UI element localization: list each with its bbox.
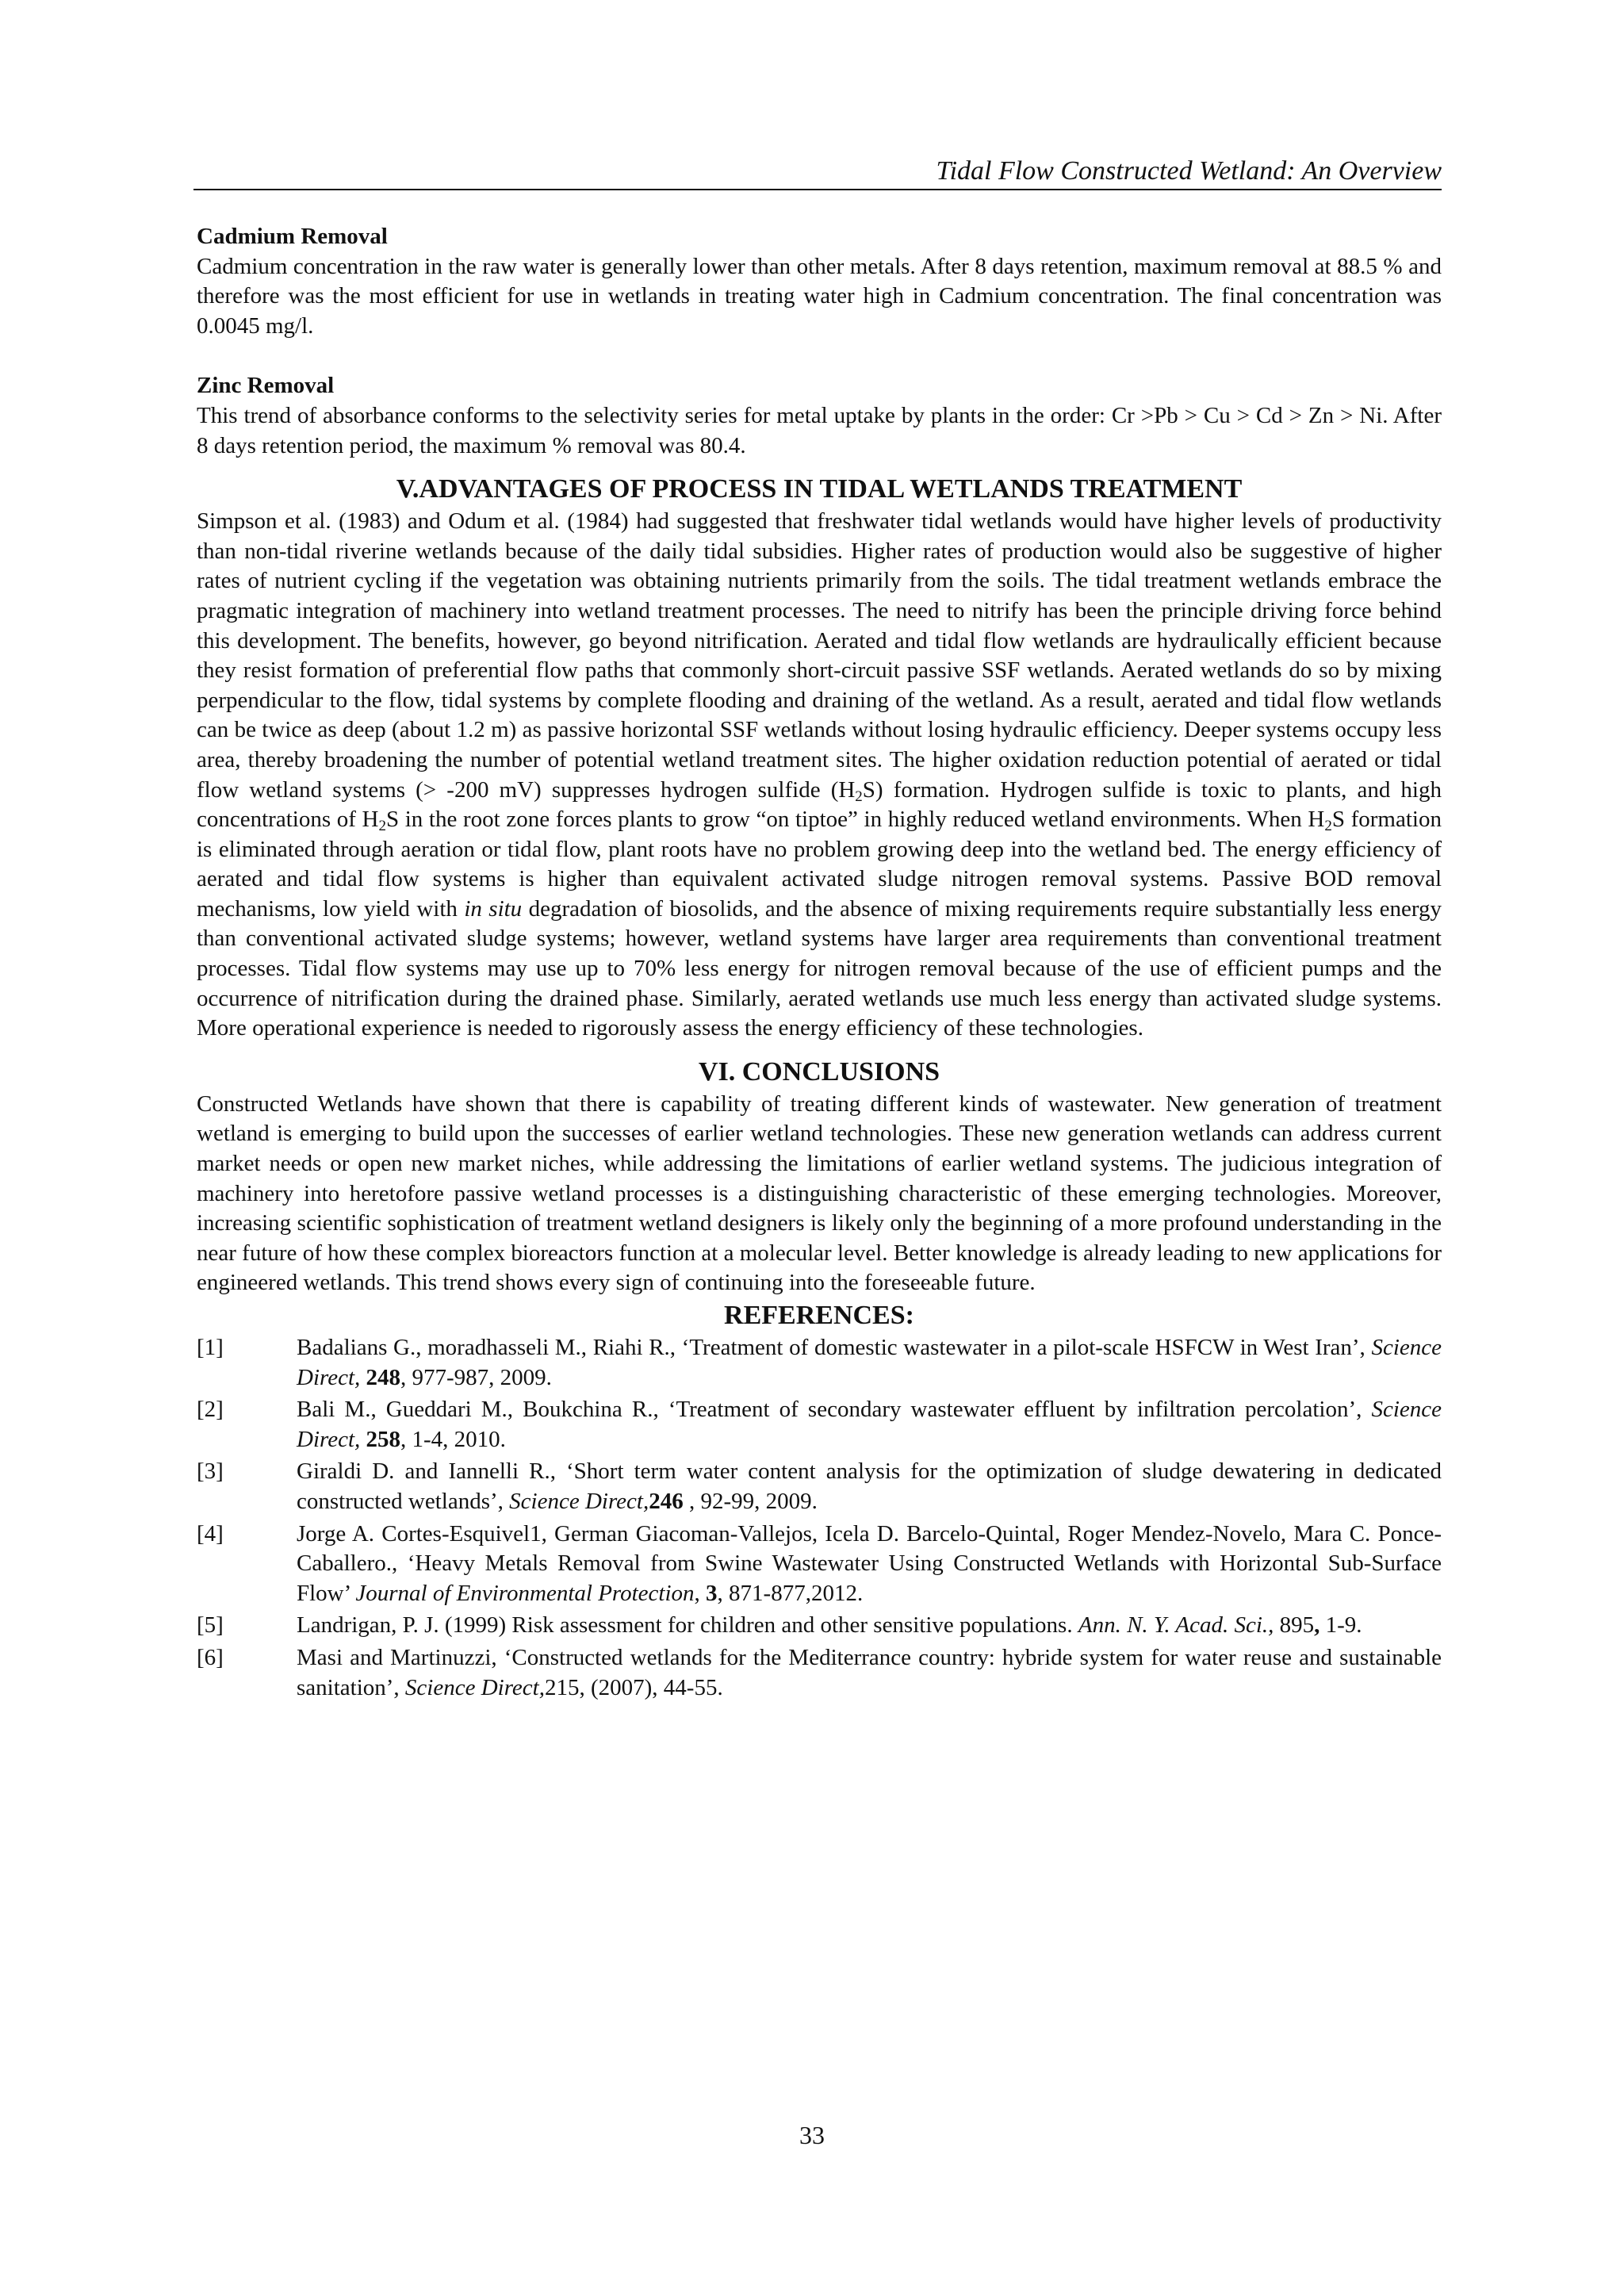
text-run: S in the root zone forces plants to grow “on tiptoe” in highly reduced wetland environments. When H [385, 807, 1325, 833]
reference-text: , [694, 1580, 707, 1606]
reference-text [360, 1427, 366, 1452]
conclusions-heading: VI. CONCLUSIONS [698, 1056, 940, 1087]
subscript: 2 [1324, 818, 1332, 835]
page-number: 33 [799, 2121, 825, 2149]
italic-term: in situ [464, 895, 523, 922]
reference-text: Landrigan, P. J. (1999) Risk assessment for children and other sensitive populations. [297, 1612, 1078, 1639]
subscript: 2 [378, 818, 386, 835]
reference-volume: 258 [366, 1426, 401, 1452]
references-heading: REFERENCES: [724, 1301, 914, 1330]
reference-text: 895 [1274, 1612, 1315, 1639]
reference-volume: 246 [649, 1488, 684, 1514]
reference-number: [2] [197, 1397, 224, 1423]
reference-list [197, 1333, 1442, 1703]
reference-volume: 3 [706, 1580, 718, 1606]
reference-number: [6] [197, 1644, 224, 1670]
reference-journal: Science Direct, [297, 1397, 1442, 1452]
reference-journal: Science Direct, [509, 1488, 649, 1514]
conclusions-paragraph: Constructed Wetlands have shown that there is capability of treating different kinds of wastewater. New generation of treatment wetland is emerging to build upon the successes of earlier wetland technologies. These new generation wetlands can address current market needs or open new market niches, while addressing the limitations of earlier wetland systems. The judicious integration of machinery into heretofore passive wetland processes is a distinguishing characteristic of these emerging technologies. Moreover, increasing scientific sophistication of treatment wetland designers is likely only the beginning of a more profound understanding in the near future of how these complex bioreactors function at a molecular level. Better knowledge is already leading to new applications for engineered wetlands. This trend shows every sign of continuing into the foreseeable future. [197, 1091, 1442, 1296]
reference-text: , 977-987, 2009. [400, 1364, 552, 1390]
reference-text: Masi and Martinuzzi, ‘Constructed wetlands for the Mediterrance country: hybride system for water reuse and sustainable sanitation’, [297, 1644, 1442, 1700]
page-body [197, 222, 1442, 1705]
advantages-paragraph [197, 507, 1442, 1044]
reference-number: [5] [197, 1612, 224, 1639]
reference-journal: Journal of Environmental Protection [355, 1580, 695, 1606]
reference-volume: 248 [366, 1364, 401, 1390]
reference-journal: Science Direct, [404, 1674, 545, 1700]
cadmium-paragraph: Cadmium concentration in the raw water is generally lower than other metals. After 8 days retention, maximum removal at 88.5 % and therefore was the most efficient for use in wetlands in treating water high in Cadmium concentration. The final concentration was 0.0045 mg/l. [197, 253, 1442, 339]
zinc-paragraph: This trend of absorbance conforms to the selectivity series for metal uptake by plants in the order: Cr >Pb > Cu > Cd > Zn > Ni. After 8 days retention period, the maximum % removal was 80.4. [197, 402, 1442, 458]
reference-item [197, 1333, 1442, 1393]
cadmium-heading: Cadmium Removal [197, 224, 388, 249]
reference-item [197, 1395, 1442, 1455]
reference-number: [4] [197, 1520, 224, 1547]
subscript: 2 [855, 788, 863, 805]
reference-text: 215, (2007), 44-55. [544, 1674, 723, 1700]
reference-item [197, 1520, 1442, 1609]
text-run: S) formation. Hydrogen sulfide is toxic to plants, and high concentrations of H [197, 776, 1442, 833]
zinc-heading: Zinc Removal [197, 373, 335, 399]
reference-text: Badalians G., moradhasseli M., Riahi R., ‘Treatment of domestic wastewater in a pilot-scale HSFCW in West Iran’, [297, 1335, 1372, 1360]
reference-text: Bali M., Gueddari M., Boukchina R., ‘Treatment of secondary wastewater effluent by infiltration percolation’, [297, 1397, 1372, 1423]
reference-text: 1-9. [1320, 1612, 1362, 1639]
reference-text: Jorge A. Cortes-Esquivel1, German Giacoman-Vallejos, Icela D. Barcelo-Quintal, Roger Mendez-Novelo, Mara C. Ponce-Caballero., ‘Heavy Metals Removal from Swine Wastewater Using Constructed Wetlands with Horizontal Sub-Surface Flow’ [297, 1520, 1442, 1606]
reference-text [360, 1365, 366, 1390]
reference-item [197, 1457, 1442, 1516]
text-run: degradation of biosolids, and the absence of mixing requirements require substantially less energy than conventional activated sludge systems; however, wetland systems have larger area requirements than conventional treatment processes. Tidal flow systems may use up to 70% less energy for nitrogen removal because of the use of efficient pumps and the occurrence of nitrification during the drained phase. Similarly, aerated wetlands use much less energy than activated sludge systems. More operational experience is needed to rigorously assess the energy efficiency of these technologies. [197, 895, 1442, 1041]
text-run: Simpson et al. (1983) and Odum et al. (1984) had suggested that freshwater tidal wetlands would have higher levels of productivity than non-tidal riverine wetlands because of the daily tidal subsidies. Higher rates of production would also be suggestive of higher rates of nutrient cycling if the vegetation was obtaining nutrients primarily from the soils. The tidal treatment wetlands embrace the pragmatic integration of machinery into wetland treatment processes. The need to nitrify has been the principle driving force behind this development. The benefits, however, go beyond nitrification. Aerated and tidal flow wetlands are hydraulically efficient because they resist formation of preferential flow paths that commonly short-circuit passive SSF wetlands. Aerated wetlands do so by mixing perpendicular to the flow, tidal systems by complete flooding and draining of the wetland. As a result, aerated and tidal flow wetlands can be twice as deep (about 1.2 m) as passive horizontal SSF wetlands without losing hydraulic efficiency. Deeper systems occupy less area, thereby broadening the number of potential wetland treatment sites. The higher oxidation reduction potential of aerated or tidal flow wetland systems (> -200 mV) suppresses hydrogen sulfide (H [197, 508, 1442, 803]
running-title: Tidal Flow Constructed Wetland: An Overview [193, 155, 1442, 190]
spacer [197, 341, 1442, 371]
reference-number: [3] [197, 1458, 224, 1485]
reference-text: , 1-4, 2010. [400, 1426, 506, 1452]
reference-text: Giraldi D. and Iannelli R., ‘Short term water content analysis for the optimization of sludge dewatering in dedicated constructed wetlands’, [297, 1458, 1442, 1514]
text-run: S formation is eliminated through aeration or tidal flow, plant roots have no problem growing deep into the wetland bed. The energy efficiency of aerated and tidal flow systems is higher than equivalent activated sludge nitrogen removal systems. Passive BOD removal mechanisms, low yield with [197, 807, 1442, 922]
reference-text: , 871-877,2012. [717, 1580, 864, 1606]
reference-number: [1] [197, 1335, 224, 1360]
reference-item [197, 1643, 1442, 1703]
reference-journal: Ann. N. Y. Acad. Sci., [1078, 1612, 1274, 1639]
reference-volume: , [1314, 1612, 1320, 1639]
reference-journal: Science Direct, [297, 1335, 1442, 1390]
reference-item [197, 1611, 1442, 1641]
reference-text: , 92-99, 2009. [683, 1488, 818, 1514]
advantages-heading: V.ADVANTAGES OF PROCESS IN TIDAL WETLANDS TREATMENT [396, 474, 1243, 504]
